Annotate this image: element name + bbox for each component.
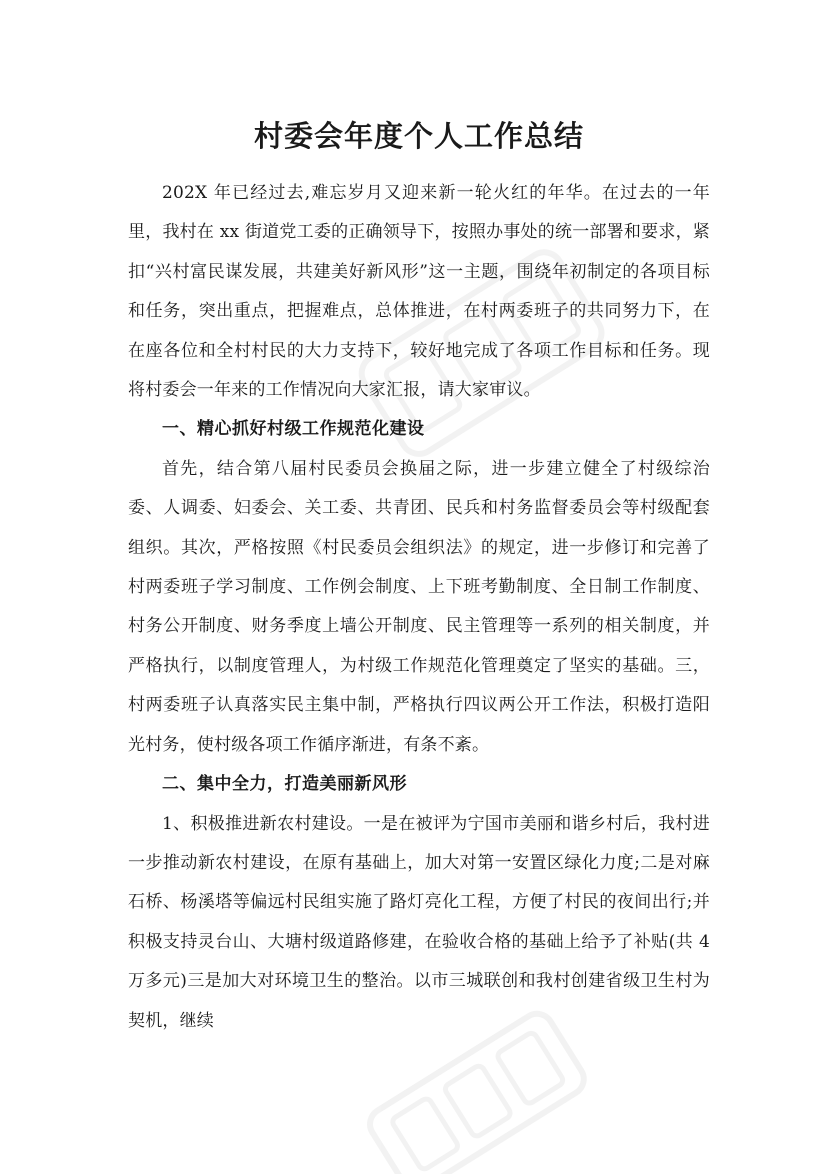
section-1-heading: 一、精心抓好村级工作规范化建设 xyxy=(162,419,425,440)
section-1-paragraph: 首先，结合第八届村民委员会换届之际，进一步建立健全了村级综治委、人调委、妇委会、关工委、共青团、民兵和村务监督委员会等村级配套组织。其次，严格按照《村民委员会组织法》的规定，进一步修订和完善了村两委班子学习制度、工作例会制度、上下班考勤制度、全日制工作制度、村务公开制度、财务季度上墙公开制度、民主管理等一系列的相关制度，并严格执行，以制度管理人，为村级工作规范化管理奠定了坚实的基础。三，村两委班子认真落实民主集中制，严格执行四议两公开工作法，积极打造阳光村务，使村级各项工作循序渐进，有条不紊。 xyxy=(128,458,710,755)
section-2-heading: 二、集中全力，打造美丽新风形 xyxy=(162,774,407,795)
document-title: 村委会年度个人工作总结 xyxy=(253,119,584,153)
document-body xyxy=(128,112,710,1041)
section-2-paragraph: 1、积极推进新农村建设。一是在被评为宁国市美丽和谐乡村后，我村进一步推动新农村建设，在原有基础上，加大对第一安置区绿化力度;二是对麻石桥、杨溪塔等偏远村民组实施了路灯亮化工程，方便了村民的夜间出行;并积极支持灵台山、大塘村级道路修建，在验收合格的基础上给予了补贴(共 4 万多元)三是加大对环境卫生的整治。以市三城联创和我村创建省级卫生村为契机，继续 xyxy=(128,813,710,1031)
intro-paragraph: 202X 年已经过去,难忘岁月又迎来新一轮火红的年华。在过去的一年里，我村在 xx 街道党工委的正确领导下，按照办事处的统一部署和要求，紧扣“兴村富民谋发展，共建美好新风形”这一主题，围绕年初制定的各项目标和任务，突出重点，把握难点，总体推进，在村两委班子的共同努力下，在在座各位和全村村民的大力支持下，较好地完成了各项工作目标和任务。现将村委会一年来的工作情况向大家汇报，请大家审议。 xyxy=(128,183,710,401)
